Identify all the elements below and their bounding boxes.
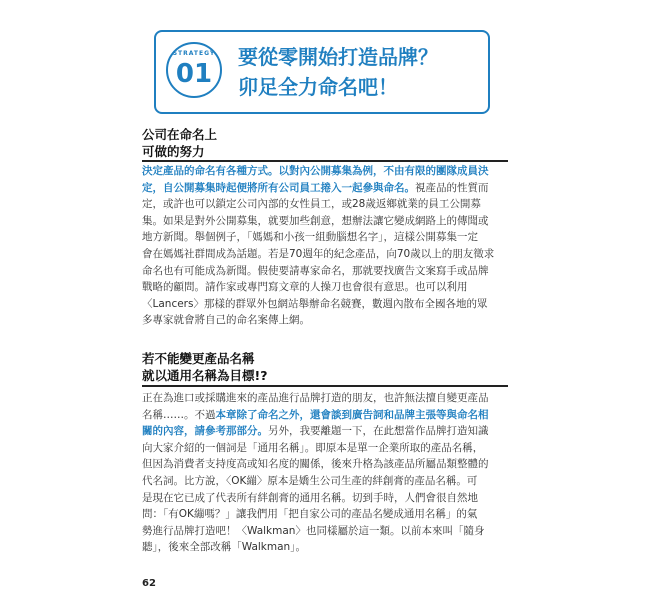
section-2-title-line-1: 若不能變更產品名稱 [142, 351, 255, 366]
paragraph-line [142, 296, 496, 313]
body-text: 會在媽媽社群間成為話題。若是70週年的紀念產品，向70歲以上的朋友徵求 [142, 247, 495, 260]
body-text: 〈Lancers〉那樣的群眾外包網站舉辦命名競賽，數週內散布全國各地的眾 [142, 297, 488, 310]
paragraph-line [142, 473, 496, 490]
body-text: 另外，我要離題一下，在此想當作品牌打造知識 [268, 425, 489, 438]
body-text: 多專家就會將自己的命名案傳上網。 [142, 314, 310, 327]
body-text: 名稱……。不過 [142, 408, 216, 421]
section-1-title-line-1: 公司在命名上 [142, 127, 218, 142]
body-text: 問：「有OK繃嗎？」讓我們用「把自家公司的產品名變成通用名稱」的氣 [142, 508, 478, 521]
body-text: 但因為消費者支持度高或知名度的關係，後來升格為該產品所屬品類整體的 [142, 458, 489, 471]
body-text: 代名詞。比方說，〈OK繃〉原本是嬌生公司生產的絆創膏的產品名稱。可 [142, 474, 478, 487]
paragraph-line [142, 456, 496, 473]
body-text: 聽」，後來全部改稱「Walkman」。 [142, 541, 306, 554]
paragraph-line [142, 390, 496, 407]
section-2-body [142, 390, 496, 556]
section-1-title-line-2: 可做的努力 [142, 144, 205, 159]
paragraph-line [142, 213, 496, 230]
body-text: 正在為進口或採購進來的產品進行品牌打造的朋友，也許無法擅自變更產品 [142, 392, 489, 404]
paragraph-line [142, 407, 496, 424]
body-text: 戰略的顧問。請作家或專門寫文章的人操刀也會很有意思。也可以利用 [142, 281, 468, 294]
body-text: 視產品的性質而 [415, 181, 489, 194]
paragraph-line [142, 180, 496, 197]
section-1-divider [142, 160, 508, 162]
section-2-title-line-2: 就以通用名稱為目標!? [142, 368, 268, 383]
paragraph-line [142, 490, 496, 507]
body-text: 定，或許也可以鎖定公司內部的女性員工，或28歲返鄉就業的員工公開募 [142, 198, 481, 211]
paragraph-line [142, 263, 496, 280]
paragraph-line [142, 506, 496, 523]
paragraph-line [142, 196, 496, 213]
highlighted-text: 關的內容，請參考那部分。 [142, 425, 268, 438]
paragraph-line [142, 539, 496, 556]
strategy-badge [166, 42, 222, 98]
body-text: 勢進行品牌打造吧！〈Walkman〉也同樣屬於這一類。以前本來叫「隨身 [142, 524, 485, 537]
chapter-title [238, 42, 478, 102]
highlighted-text: 定，自公開募集時起便將所有公司員工捲入一起參與命名。 [142, 181, 415, 194]
section-1-title [142, 126, 217, 160]
paragraph-line [142, 229, 496, 246]
paragraph-line [142, 246, 496, 263]
paragraph-line [142, 163, 496, 180]
strategy-header [154, 30, 490, 114]
section-2-divider [142, 385, 508, 387]
highlighted-text: 決定產品的命名有各種方式。以對內公開募集為例，不由有限的團隊成員決 [142, 165, 489, 177]
paragraph-line [142, 312, 496, 329]
chapter-title-line-2: 卯足全力命名吧！ [238, 75, 398, 99]
body-text: 地方新聞。舉個例子，「媽媽和小孩一組動腦想名字」，這樣公開募集一定 [142, 231, 478, 244]
page-number: 62 [142, 578, 156, 589]
body-text: 集。如果是對外公開募集，就要加些創意，想辦法讓它變成網路上的傳聞或 [142, 214, 489, 227]
section-2-title [142, 350, 267, 384]
paragraph-line [142, 523, 496, 540]
body-text: 命名也有可能成為新聞。假使要請專家命名，那就要找廣告文案寫手或品牌 [142, 264, 489, 277]
section-1-body [142, 163, 496, 329]
chapter-title-line-1: 要從零開始打造品牌？ [238, 45, 438, 69]
body-text: 向大家介紹的一個詞是「通用名稱」。即原本是單一企業所取的產品名稱， [142, 441, 484, 454]
paragraph-line [142, 279, 496, 296]
paragraph-line [142, 423, 496, 440]
badge-label: STRATEGY [172, 50, 216, 57]
highlighted-text: 本章除了命名之外，還會談到廣告詞和品牌主張等與命名相 [215, 408, 489, 421]
paragraph-line [142, 440, 496, 457]
badge-number: 01 [175, 59, 213, 89]
body-text: 是現在它已成了代表所有絆創膏的通用名稱。切到手時，人們會很自然地 [142, 491, 478, 504]
